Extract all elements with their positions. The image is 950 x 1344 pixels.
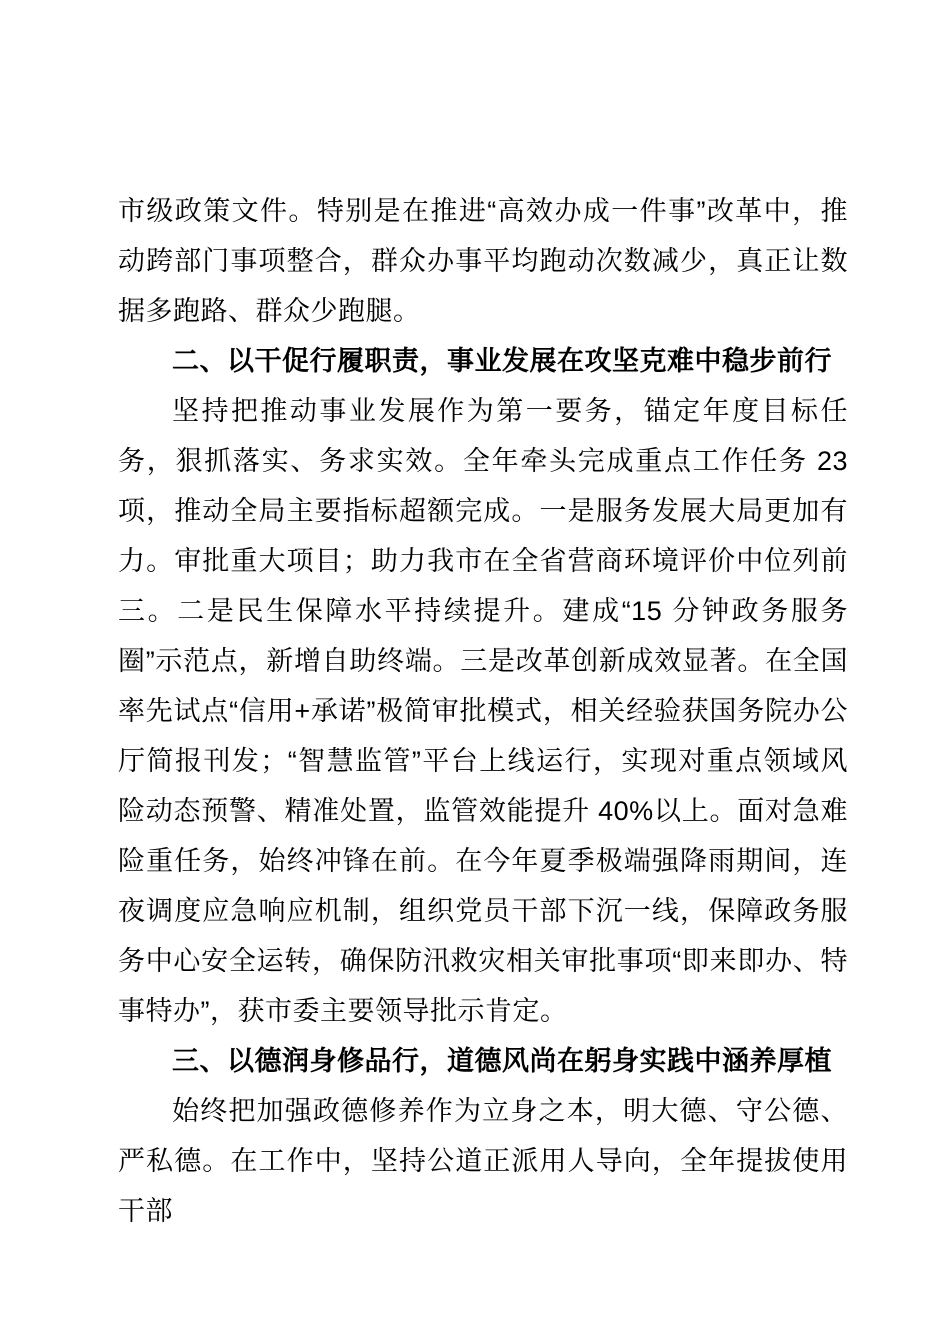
body-paragraph: 始终把加强政德修养作为立身之本，明大德、守公德、严私德。在工作中，坚持公道正派用人导向，全年提拔使用干部 [118,1096,848,1226]
document-body [118,186,848,1236]
section-heading: 三、以德润身修品行，道德风尚在躬身实践中涵养厚植 [172,1046,832,1076]
body-paragraph: 市级政策文件。特别是在推进“高效办成一件事”改革中，推动跨部门事项整合，群众办事平均跑动次数减少，真正让数据多跑路、群众少跑腿。 [118,196,848,326]
section-heading: 二、以干促行履职责，事业发展在攻坚克难中稳步前行 [172,346,832,376]
body-paragraph: 坚持把推动事业发展作为第一要务，锚定年度目标任务，狠抓落实、务求实效。全年牵头完成重点工作任务 23 项，推动全局主要指标超额完成。一是服务发展大局更加有力。审批重大项目；助力我市在全省营商环境评价中位列前三。二是民生保障水平持续提升。建成“15 分钟政务服务圈”示范点，新增自助终端。三是改革创新成效显著。在全国率先试点“信用+承诺”极简审批模式，相关经验获国务院办公厅简报刊发；“智慧监管”平台上线运行，实现对重点领域风险动态预警、精准处置，监管效能提升 40%以上。面对急难险重任务，始终冲锋在前。在今年夏季极端强降雨期间，连夜调度应急响应机制，组织党员干部下沉一线，保障政务服务中心安全运转，确保防汛救灾相关审批事项“即来即办、特事特办”，获市委主要领导批示肯定。 [118,396,848,1026]
